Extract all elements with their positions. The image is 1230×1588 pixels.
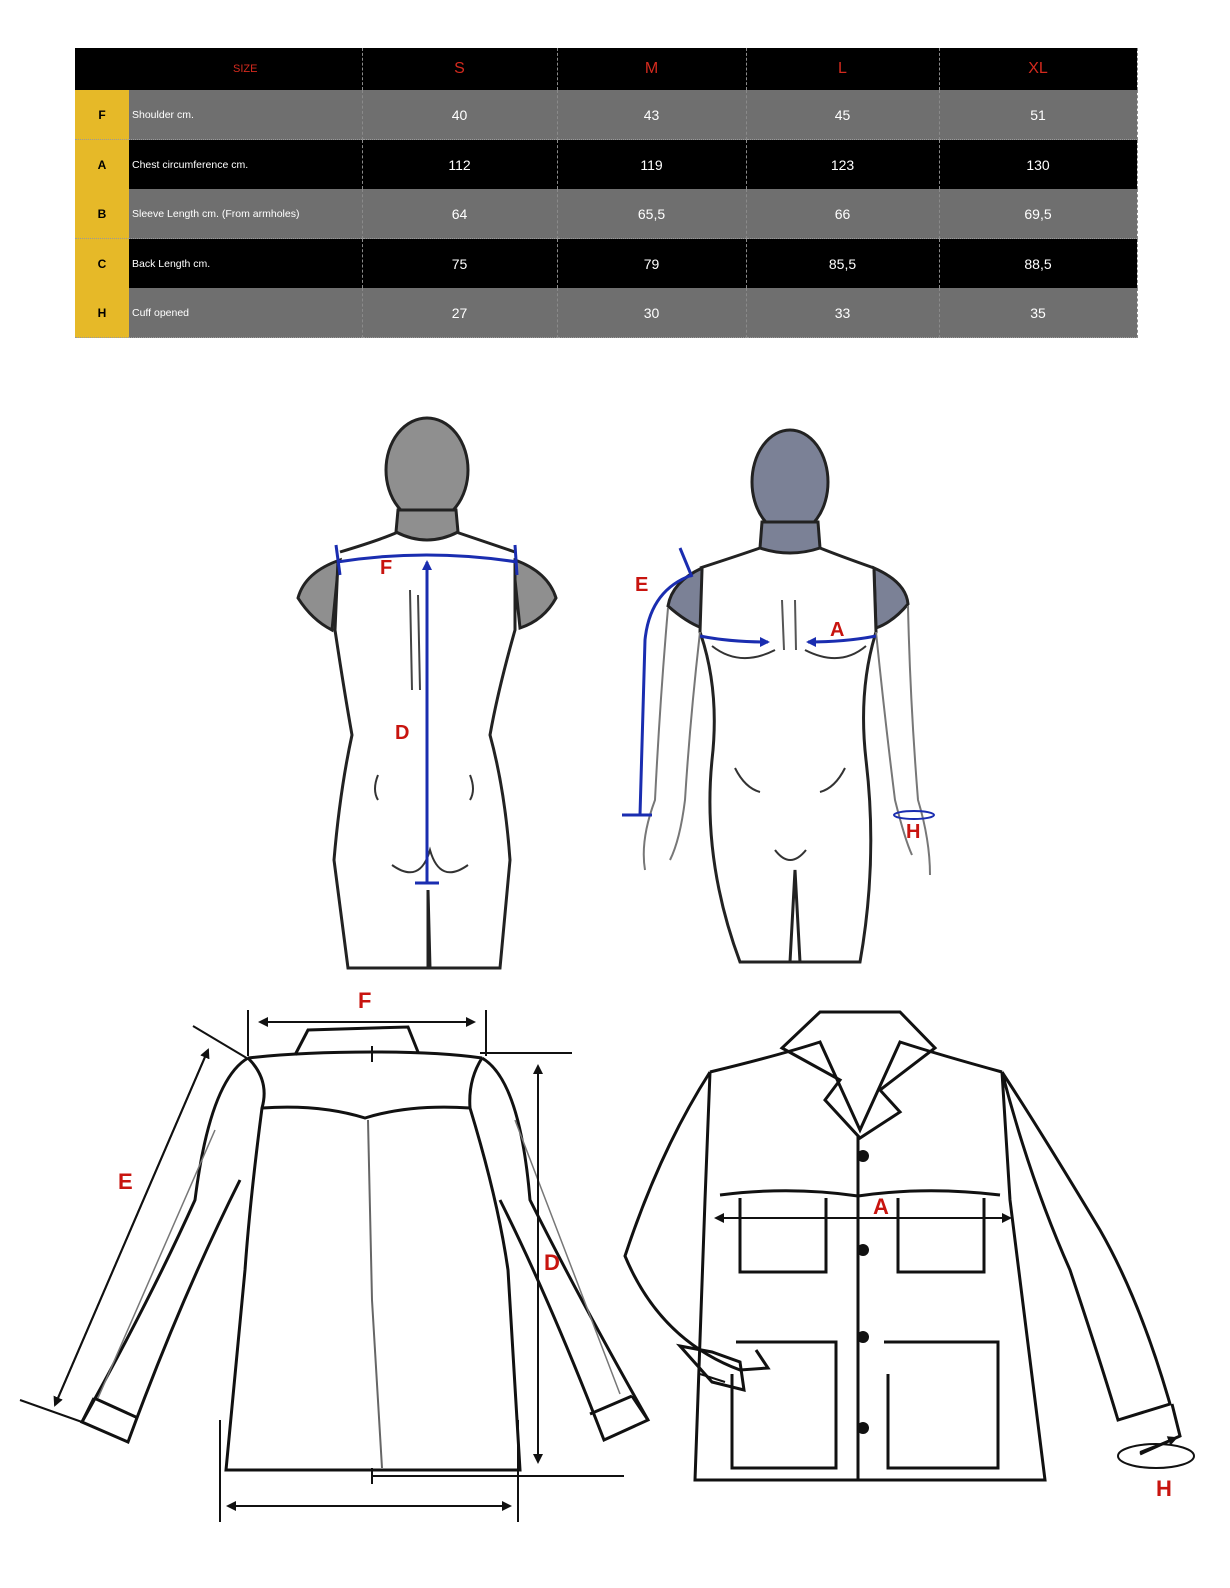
cell-s: 27 bbox=[362, 288, 557, 338]
row-code: C bbox=[75, 239, 129, 289]
row-code: A bbox=[75, 140, 129, 190]
front-mannequin-figure bbox=[622, 430, 934, 962]
cell-xl: 69,5 bbox=[939, 189, 1137, 239]
cell-m: 119 bbox=[557, 140, 746, 190]
back-jacket-label-f: F bbox=[358, 988, 372, 1013]
row-label: Cuff opened bbox=[129, 288, 362, 338]
cell-s: 40 bbox=[362, 90, 557, 140]
cell-xl: 88,5 bbox=[939, 239, 1137, 289]
row-code: F bbox=[75, 90, 129, 140]
cell-l: 33 bbox=[746, 288, 939, 338]
cell-l: 123 bbox=[746, 140, 939, 190]
cell-s: 112 bbox=[362, 140, 557, 190]
front-figure-label-e: E bbox=[635, 574, 649, 596]
row-label: Chest circumference cm. bbox=[129, 140, 362, 190]
back-figure-label-f: F bbox=[380, 557, 393, 579]
size-header-m: M bbox=[557, 48, 746, 90]
cell-l: 45 bbox=[746, 90, 939, 140]
cell-s: 75 bbox=[362, 239, 557, 289]
cell-xl: 130 bbox=[939, 140, 1137, 190]
cell-m: 30 bbox=[557, 288, 746, 338]
cell-xl: 51 bbox=[939, 90, 1137, 140]
size-header-s: S bbox=[362, 48, 557, 90]
front-jacket-drawing bbox=[625, 1012, 1180, 1480]
cell-m: 43 bbox=[557, 90, 746, 140]
row-label: Shoulder cm. bbox=[129, 90, 362, 140]
size-header: SIZE bbox=[129, 48, 362, 90]
cell-l: 85,5 bbox=[746, 239, 939, 289]
back-jacket-drawing bbox=[82, 1027, 648, 1470]
back-jacket-measurements bbox=[20, 1010, 624, 1522]
row-label: Back Length cm. bbox=[129, 239, 362, 289]
row-code: H bbox=[75, 288, 129, 338]
cell-xl: 35 bbox=[939, 288, 1137, 338]
front-figure-label-a: A bbox=[830, 619, 845, 641]
row-code: B bbox=[75, 189, 129, 239]
size-header-xl: XL bbox=[939, 48, 1137, 90]
size-header-l: L bbox=[746, 48, 939, 90]
cell-l: 66 bbox=[746, 189, 939, 239]
row-label: Sleeve Length cm. (From armholes) bbox=[129, 189, 362, 239]
front-jacket-label-a: A bbox=[873, 1194, 889, 1219]
cell-m: 65,5 bbox=[557, 189, 746, 239]
back-jacket-label-d: D bbox=[544, 1250, 560, 1275]
cell-s: 64 bbox=[362, 189, 557, 239]
back-figure-label-d: D bbox=[395, 722, 410, 744]
back-mannequin-figure bbox=[298, 418, 556, 968]
front-jacket-label-h: H bbox=[1156, 1476, 1172, 1501]
back-jacket-label-e: E bbox=[118, 1169, 133, 1194]
cell-m: 79 bbox=[557, 239, 746, 289]
front-figure-label-h: H bbox=[906, 821, 921, 843]
